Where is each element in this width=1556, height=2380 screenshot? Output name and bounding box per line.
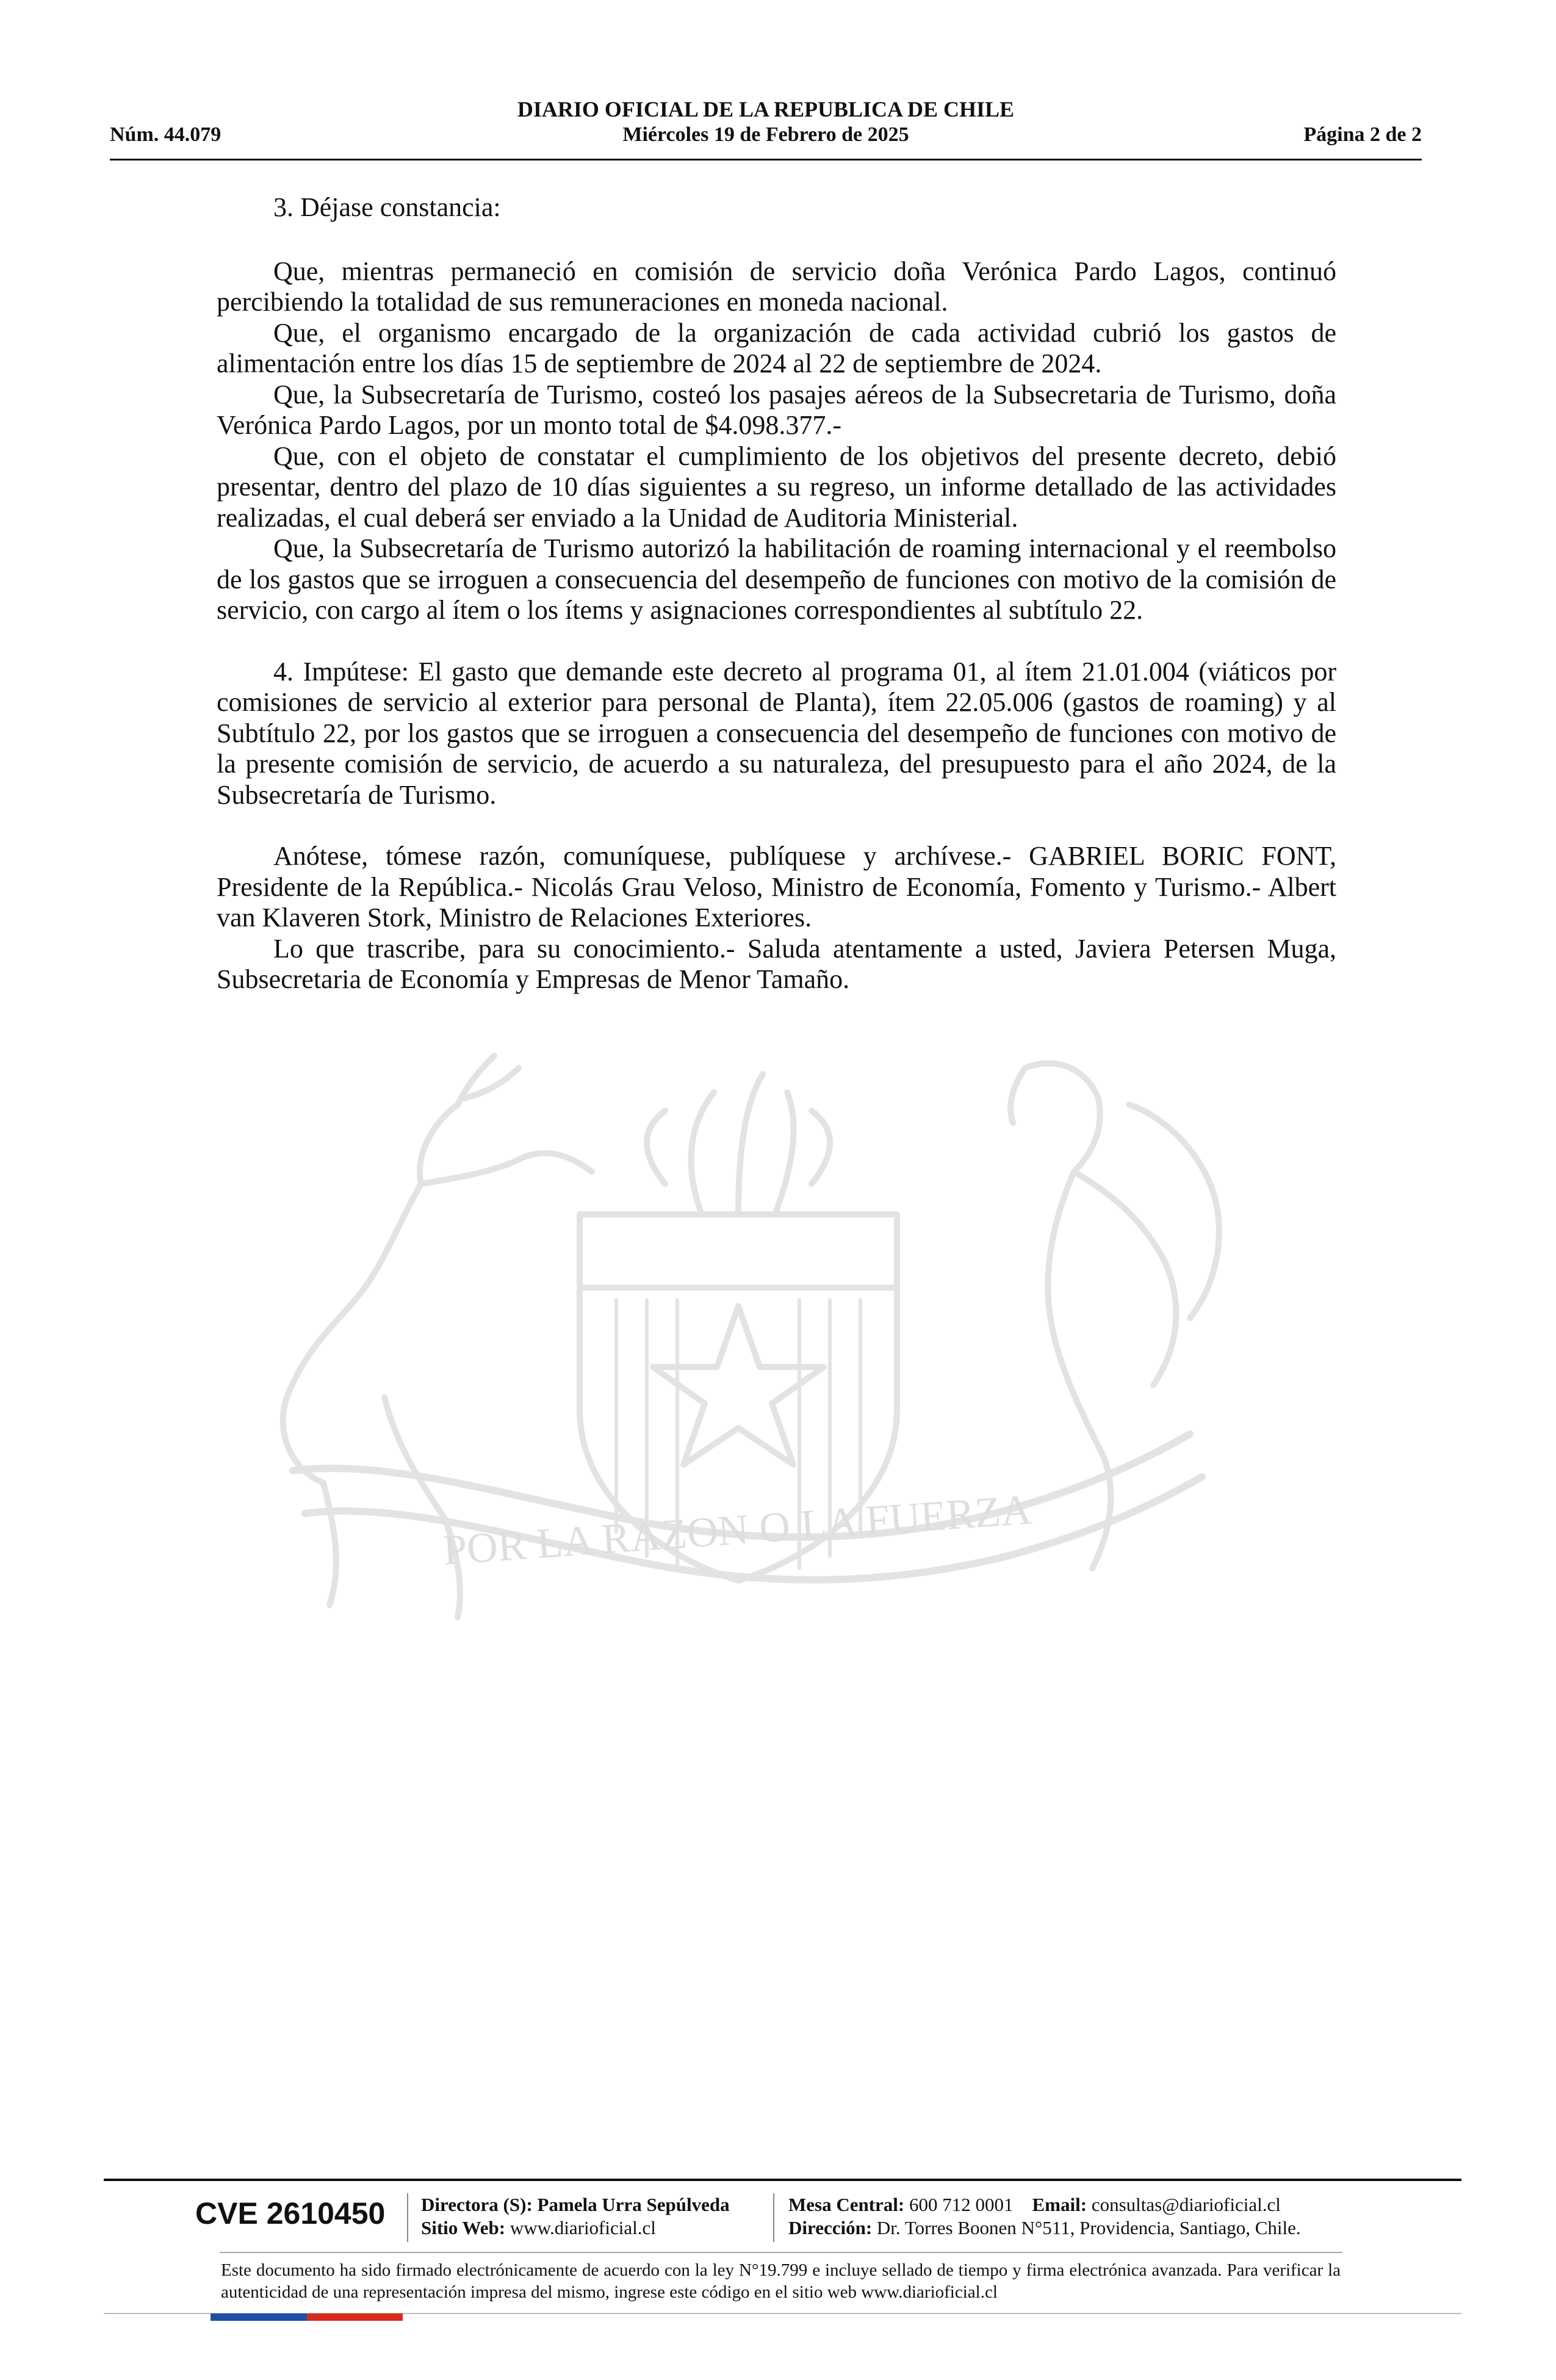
issue-date: Miércoles 19 de Febrero de 2025	[622, 123, 909, 146]
paragraph-alimentacion: Que, el organismo encargado de la organización de cada actividad cubrió los gastos de alimentación entre los días 15 de septiembre de 2024 al 22 de septiembre de 2024.	[217, 317, 1336, 378]
coat-of-arms-watermark	[201, 1031, 1275, 1642]
section-3-heading: 3. Déjase constancia:	[273, 192, 501, 222]
director-label: Directora (S): Pamela Urra Sepúlveda	[421, 2194, 730, 2215]
email-link[interactable]: consultas@diarioficial.cl	[1091, 2194, 1281, 2215]
paragraph-trascribe: Lo que trascribe, para su conocimiento.- Saluda atentamente a usted, Javiera Petersen Muga, Subsecretaria de Economía y Empresas de Menor Tamaño.	[217, 933, 1336, 994]
footer-contact-block	[788, 2193, 1301, 2240]
footer-separator	[773, 2193, 774, 2242]
newspaper-title: DIARIO OFICIAL DE LA REPUBLICA DE CHILE	[517, 97, 1015, 121]
document-body	[217, 192, 1336, 995]
section-4-imputese: 4. Impútese: El gasto que demande este decreto al programa 01, al ítem 21.01.004 (viáticos por comisiones de servicio al exterior para personal de Planta), ítem 22.05.006 (gastos de roaming) y al Subtítulo 22, por los gastos que se irroguen a consecuencia del desempeño de funciones con motivo de la presente comisión de servicio, de acuerdo a su naturaleza, del presupuesto para el año 2024, de la Subsecretaría de Turismo.	[217, 656, 1336, 810]
paragraph-pasajes: Que, la Subsecretaría de Turismo, costeó los pasajes aéreos de la Subsecretaria de Turismo, doña Verónica Pardo Lagos, por un monto total de $4.098.377.-	[217, 379, 1336, 440]
address-label: Dirección:	[788, 2217, 873, 2238]
flag-red-segment	[307, 2313, 403, 2321]
address-value: Dr. Torres Boonen N°511, Providencia, Santiago, Chile.	[876, 2217, 1301, 2238]
mesa-label: Mesa Central:	[788, 2194, 905, 2215]
cve-code: CVE 2610450	[195, 2196, 386, 2230]
paragraph-anotese: Anótese, tómese razón, comuníquese, publíquese y archívese.- GABRIEL BORIC FONT, Presidente de la República.- Nicolás Grau Veloso, Ministro de Economía, Fomento y Turismo.- Albert van Klaveren Stork, Ministro de Relaciones Exteriores.	[217, 841, 1336, 932]
footer-divider	[104, 2179, 1461, 2181]
footer-inner-divider	[220, 2252, 1342, 2253]
watermark-motto: POR LA RAZON O LA FUERZA	[441, 1486, 1034, 1574]
email-label: Email:	[1032, 2194, 1087, 2215]
paragraph-informe: Que, con el objeto de constatar el cumplimiento de los objetivos del presente decreto, debió presentar, dentro del plazo de 10 días siguientes a su regreso, un informe detallado de las actividades realizadas, el cual deberá ser enviado a la Unidad de Auditoria Ministerial.	[217, 441, 1336, 533]
signature-note: Este documento ha sido firmado electrónicamente de acuerdo con la ley N°19.799 e incluye sellado de tiempo y firma electrónica avanzada. Para verificar la autenticidad de una representación impresa del mismo, ingrese este código en el sitio web www.diarioficial.cl	[221, 2260, 1341, 2302]
site-label: Sitio Web:	[421, 2217, 506, 2238]
mesa-phone: 600 712 0001	[909, 2194, 1014, 2215]
paragraph-roaming: Que, la Subsecretaría de Turismo autorizó la habilitación de roaming internacional y el reembolso de los gastos que se irroguen a consecuencia del desempeño de funciones con motivo de la comisión de servicio, con cargo al ítem o los ítems y asignaciones correspondientes al subtítulo 22.	[217, 533, 1336, 625]
flag-blue-segment	[211, 2313, 307, 2321]
footer-director-block	[421, 2193, 730, 2240]
page-number: Página 2 de 2	[1303, 123, 1422, 146]
page-footer	[104, 2179, 1461, 2319]
site-link[interactable]: www.diarioficial.cl	[510, 2217, 656, 2238]
footer-separator	[407, 2193, 408, 2242]
flag-stripe	[211, 2313, 403, 2321]
page-header	[110, 92, 1422, 160]
issue-number: Núm. 44.079	[110, 123, 222, 146]
paragraph-remuneraciones: Que, mientras permaneció en comisión de servicio doña Verónica Pardo Lagos, continuó percibiendo la totalidad de sus remuneraciones en moneda nacional.	[217, 256, 1336, 317]
